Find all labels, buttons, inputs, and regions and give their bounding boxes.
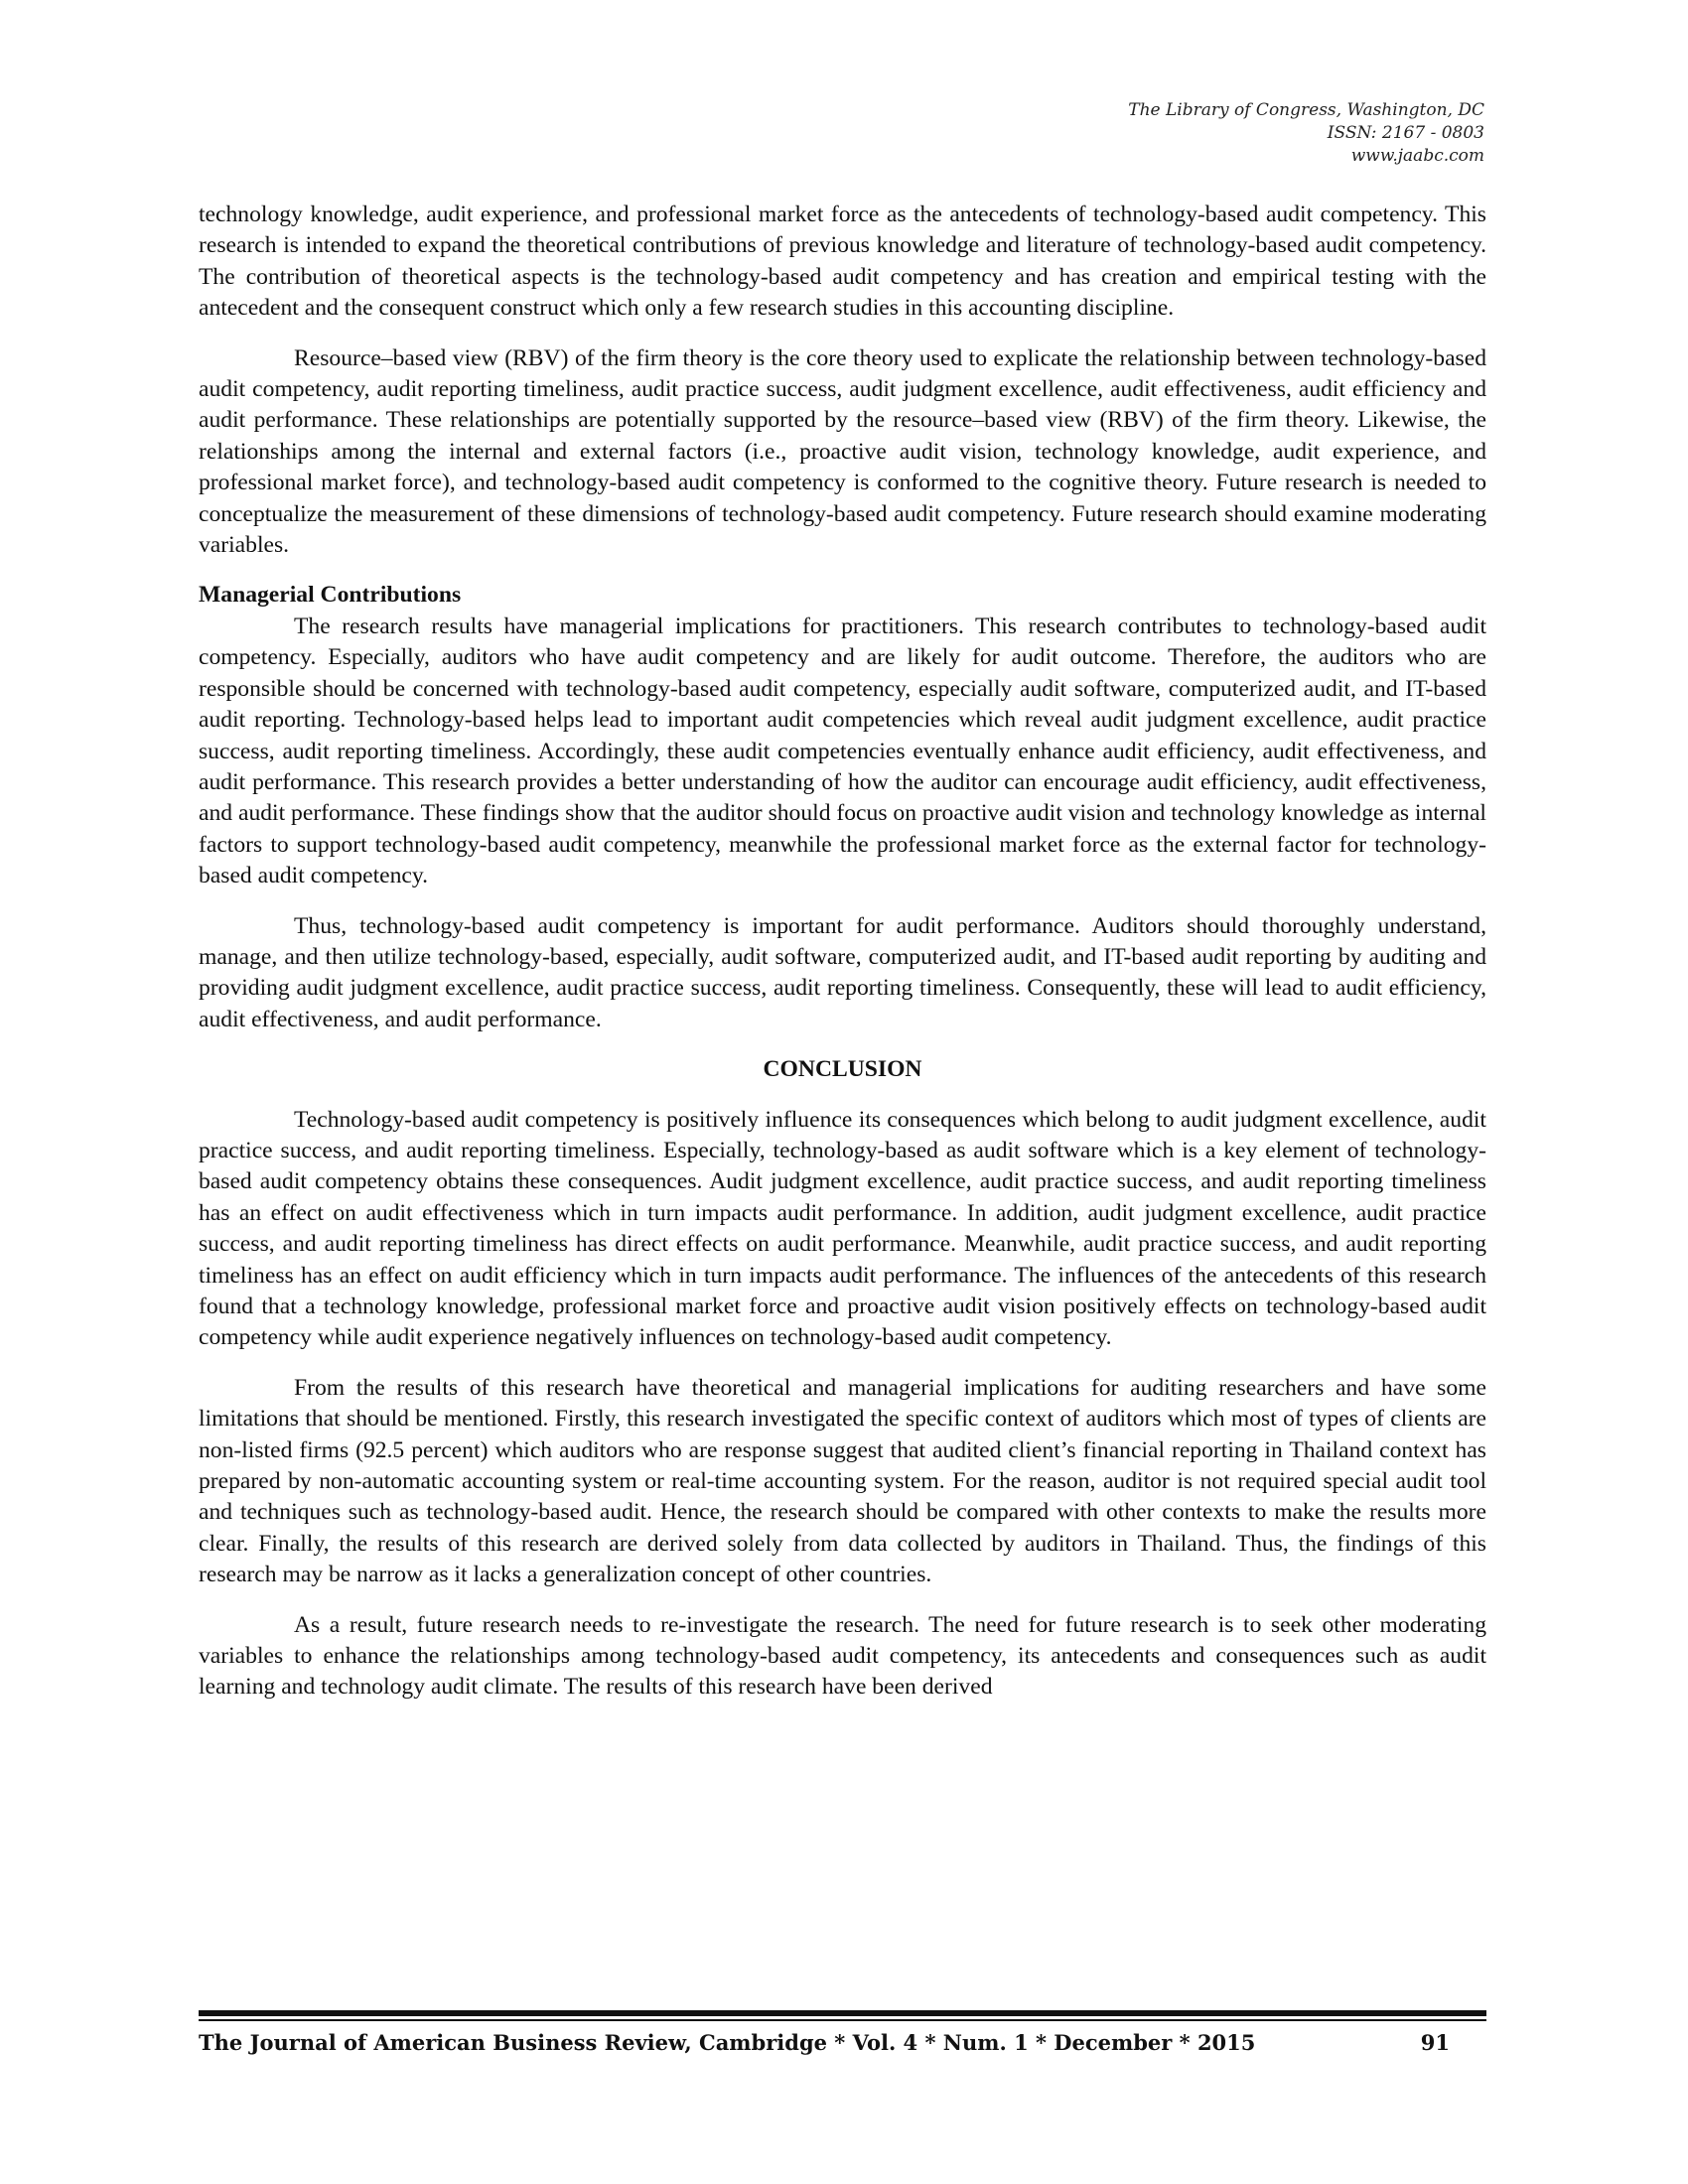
paragraph-rbv-theory: Resource–based view (RBV) of the firm theory is the core theory used to explicate the relationship between technology-based audit competency, audit reporting timeliness, audit practice success, audit judgment excellence, audit effectiveness, audit efficiency and audit performance. These relationships are potentially supported by the resource–based view (RBV) of the firm theory. Likewise, the relationships among the internal and external factors (i.e., proactive audit vision, technology knowledge, audit experience, and professional market force), and technology-based audit competency is conformed to the cognitive theory. Future research is needed to conceptualize the measurement of these dimensions of technology-based audit competency. Future research should examine moderating variables.: [199, 344, 1486, 559]
footer-journal-citation: The Journal of American Business Review, Cambridge * Vol. 4 * Num. 1 * December * 2015: [199, 2030, 1256, 2055]
paragraph-audit-performance: Thus, technology-based audit competency is important for audit performance. Auditors should thoroughly understand, manage, and then utilize technology-based, especially, audit software, computerized audit, and IT-based audit reporting by auditing and providing audit judgment excellence, audit practice success, audit reporting timeliness. Consequently, these will lead to audit efficiency, audit effectiveness, and audit performance.: [199, 912, 1486, 1032]
footer-rule-thick: [199, 2010, 1486, 2016]
header-website: www.jaabc.com: [1350, 146, 1484, 166]
page-number: 91: [1420, 2030, 1450, 2055]
managerial-contributions-heading: Managerial Contributions: [199, 582, 462, 609]
article-body: [199, 200, 1486, 1704]
paragraph-future-research: As a result, future research needs to re-investigate the research. The need for future research is to seek other moderating variables to enhance the relationships among technology-based audit competency, its antecedents and consequences such as audit learning and technology audit climate. The results of this research have been derived: [199, 1611, 1486, 1701]
conclusion-heading: CONCLUSION: [763, 1056, 922, 1083]
paragraph-theoretical-contributions: technology knowledge, audit experience, and professional market force as the antecedents of technology-based audit competency. This research is intended to expand the theoretical contributions of previous knowledge and literature of technology-based audit competency. The contribution of theoretical aspects is the technology-based audit competency and has creation and empirical testing with the antecedent and the consequent construct which only a few research studies in this accounting discipline.: [199, 202, 1486, 322]
paragraph-limitations: From the results of this research have theoretical and managerial implications for auditing researchers and have some limitations that should be mentioned. Firstly, this research investigated the specific context of auditors which most of types of clients are non-listed firms (92.5 percent) which auditors who are response suggest that audited client’s financial reporting in Thailand context has prepared by non-automatic accounting system or real-time accounting system. For the reason, auditor is not required special audit tool and techniques such as technology-based audit. Hence, the research should be compared with other contexts to make the results more clear. Finally, the results of this research are derived solely from data collected by auditors in Thailand. Thus, the findings of this research may be narrow as it lacks a generalization concept of other countries.: [199, 1374, 1486, 1588]
header-publisher: The Library of Congress, Washington, DC: [1128, 100, 1484, 120]
running-header: [1128, 99, 1484, 168]
paragraph-conclusion-summary: Technology-based audit competency is positively influence its consequences which belong to audit judgment excellence, audit practice success, and audit reporting timeliness. Especially, technology-based as audit software which is a key element of technology-based audit competency obtains these consequences. Audit judgment excellence, audit practice success, and audit reporting timeliness has an effect on audit effectiveness which in turn impacts audit performance. In addition, audit judgment excellence, audit practice success, and audit reporting timeliness has direct effects on audit performance. Meanwhile, audit practice success, and audit reporting timeliness has an effect on audit efficiency which in turn impacts audit performance. The influences of the antecedents of this research found that a technology knowledge, professional market force and proactive audit vision positively effects on technology-based audit competency while audit experience negatively influences on technology-based audit competency.: [199, 1106, 1486, 1351]
header-issn: ISSN: 2167 - 0803: [1327, 123, 1484, 143]
paragraph-managerial-implications: The research results have managerial implications for practitioners. This research contributes to technology-based audit competency. Especially, auditors who have audit competency and are likely for audit outcome. Therefore, the auditors who are responsible should be concerned with technology-based audit competency, especially audit software, computerized audit, and IT-based audit reporting. Technology-based helps lead to important audit competencies which reveal audit judgment excellence, audit practice success, audit reporting timeliness. Accordingly, these audit competencies eventually enhance audit efficiency, audit effectiveness, and audit performance. This research provides a better understanding of how the auditor can encourage audit efficiency, audit effectiveness, and audit performance. These findings show that the auditor should focus on proactive audit vision and technology knowledge as internal factors to support technology-based audit competency, meanwhile the professional market force as the external factor for technology-based audit competency.: [199, 613, 1486, 889]
footer-rule-thin: [199, 2019, 1486, 2021]
